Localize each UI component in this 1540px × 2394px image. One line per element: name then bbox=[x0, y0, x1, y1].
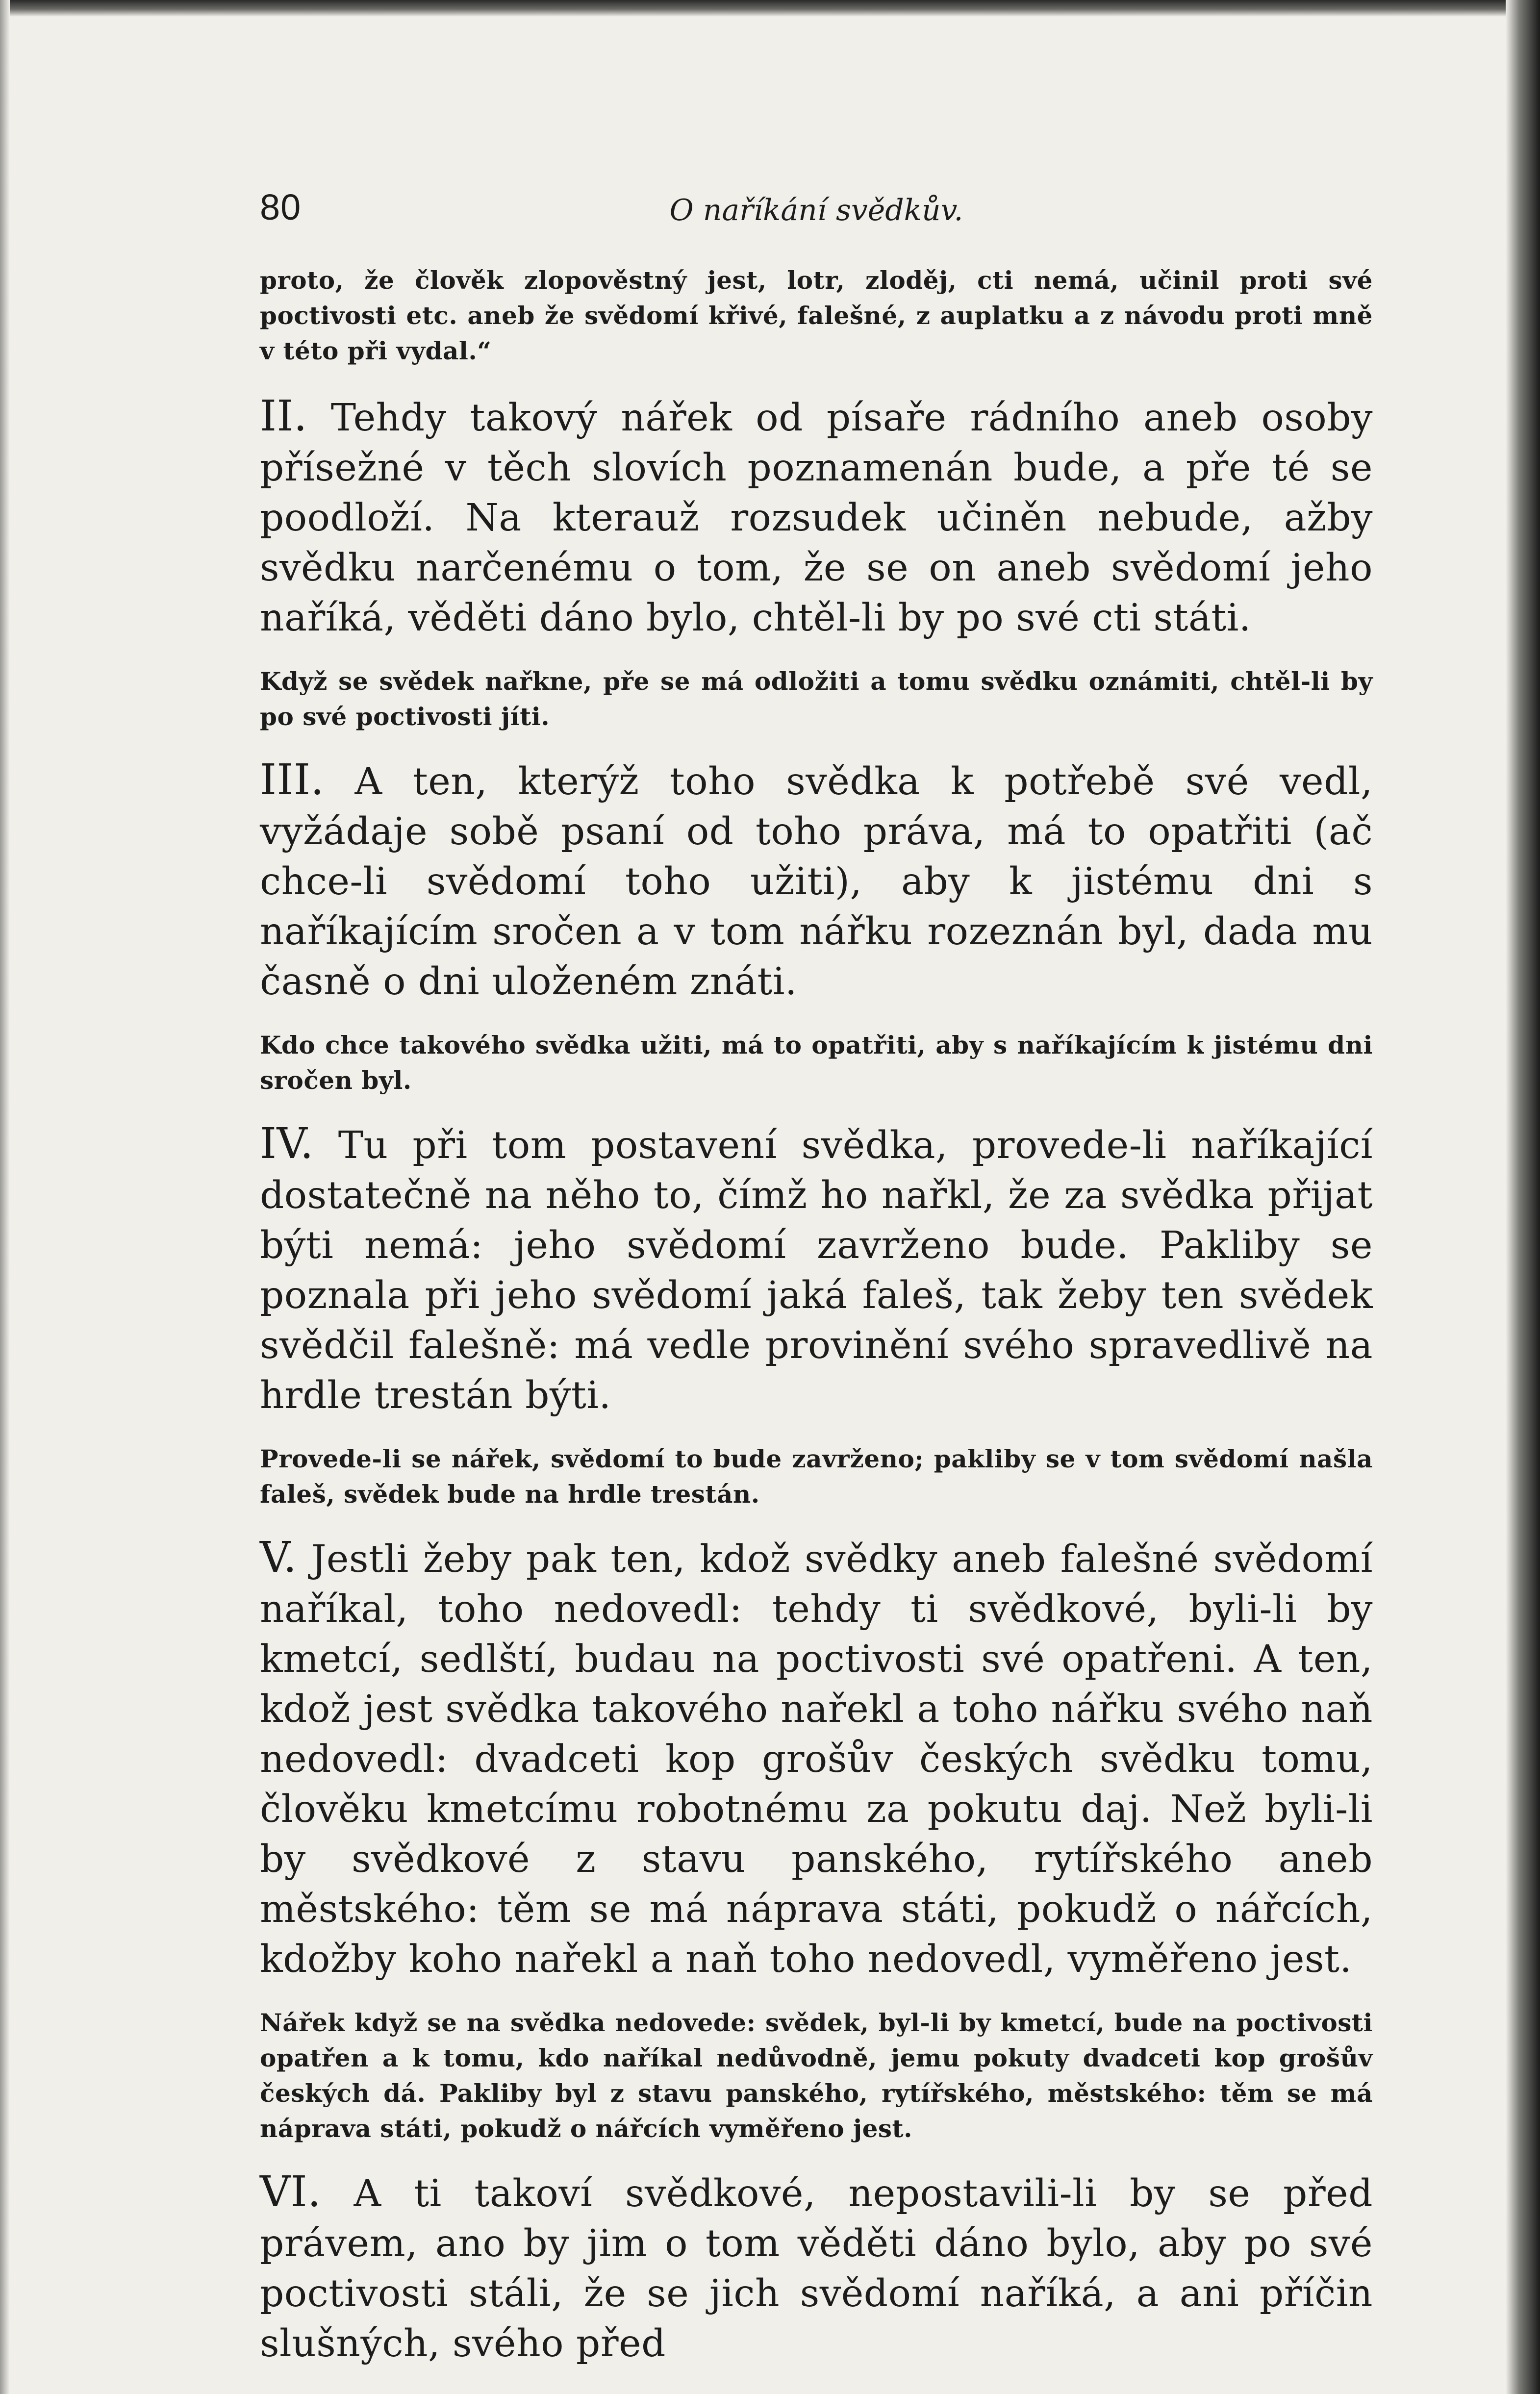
scan-edge-top bbox=[0, 0, 1540, 17]
note-paragraph-5 bbox=[260, 2005, 1373, 2146]
note-text: Když se svědek nařkne, pře se má odložiti a tomu svědku oznámiti, chtěl-li by po své poctivosti jíti. bbox=[260, 667, 1373, 731]
note-paragraph-1 bbox=[260, 263, 1373, 369]
page-header bbox=[260, 176, 1373, 250]
section-number: V. bbox=[260, 1533, 297, 1582]
note-paragraph-4 bbox=[260, 1441, 1373, 1512]
section-text: A ti takoví svědkové, nepostavili-li by se před právem, ano by jim o tom věděti dáno bylo, aby po své poctivosti stáli, že se jich svědomí naříká, a ani příčin slušných, svého před bbox=[260, 2172, 1373, 2366]
section-text: Tu při tom postavení svědka, provede-li naříkající dostatečně na něho to, čímž ho nařkl, že za svědka přijat býti nemá: jeho svědomí zavrženo bude. Pakliby se poznala při jeho svědomí jaká faleš, tak žeby ten svědek svědčil falešně: má vedle provinění svého spravedlivě na hrdle trestán býti. bbox=[260, 1124, 1373, 1417]
section-number: IV. bbox=[260, 1119, 314, 1168]
book-page bbox=[260, 176, 1373, 2369]
note-text: Kdo chce takového svědka užiti, má to opatřiti, aby s naříkajícím k jistému dni sročen byl. bbox=[260, 1031, 1373, 1095]
note-text: Provede-li se nářek, svědomí to bude zavrženo; pakliby se v tom svědomí našla faleš, svědek bude na hrdle trestán. bbox=[260, 1444, 1373, 1509]
note-text: Nářek když se na svědka nedovede: svědek, byl-li by kmetcí, bude na poctivosti opatřen a k tomu, kdo naříkal nedůvodně, jemu pokuty dvadceti kop grošův českých dá. Pakliby byl z stavu panského, rytířského, městského: těm se má náprava státi, pokudž o nářcích vyměřeno jest. bbox=[260, 2008, 1373, 2143]
section-number: II. bbox=[260, 392, 307, 441]
section-text: Tehdy takový nářek od písaře rádního aneb osoby přísežné v těch slovích poznamenán bude, a pře té se poodloží. Na kterauž rozsudek učiněn nebude, ažby svědku narčenému o tom, že se on aneb svědomí jeho naříká, věděti dáno bylo, chtěl-li by po své cti státi. bbox=[260, 396, 1373, 640]
note-paragraph-3 bbox=[260, 1028, 1373, 1098]
note-paragraph-2 bbox=[260, 664, 1373, 734]
section-V bbox=[260, 1533, 1373, 1985]
section-VI bbox=[260, 2167, 1373, 2369]
scan-edge-right bbox=[1506, 0, 1540, 2394]
page-number: 80 bbox=[260, 187, 302, 227]
section-number: III. bbox=[260, 756, 325, 805]
running-title: O naříkání svědkův. bbox=[669, 193, 963, 227]
note-text: proto, že člověk zlopověstný jest, lotr, zloděj, cti nemá, učinil proti své poctivosti etc. aneb že svědomí křivé, falešné, z auplatku a z návodu proti mně v této při vydal.“ bbox=[260, 266, 1373, 365]
section-text: Jestli žeby pak ten, kdož svědky aneb falešné svědomí naříkal, toho nedovedl: tehdy ti svědkové, byli-li by kmetcí, sedlští, budau na poctivosti své opatřeni. A ten, kdož jest svědka takového nařekl a toho nářku svého naň nedovedl: dvadceti kop grošův českých svědku tomu, člověku kmetcímu robotnému za pokutu daj. Než byli-li by svědkové z stavu panského, rytířského aneb městského: těm se má náprava státi, pokudž o nářcích, kdožby koho nařekl a naň toho nedovedl, vyměřeno jest. bbox=[260, 1537, 1373, 1981]
section-number: VI. bbox=[260, 2167, 321, 2217]
section-IV bbox=[260, 1119, 1373, 1421]
scan-edge-left bbox=[0, 0, 10, 2394]
section-II bbox=[260, 391, 1373, 643]
section-III bbox=[260, 755, 1373, 1007]
section-text: A ten, kterýž toho svědka k potřebě své vedl, vyžádaje sobě psaní od toho práva, má to opatřiti (ač chce-li svědomí toho užiti), aby k jistému dni s naříkajícím sročen a v tom nářku rozeznán byl, dada mu časně o dni uloženém znáti. bbox=[260, 760, 1373, 1004]
